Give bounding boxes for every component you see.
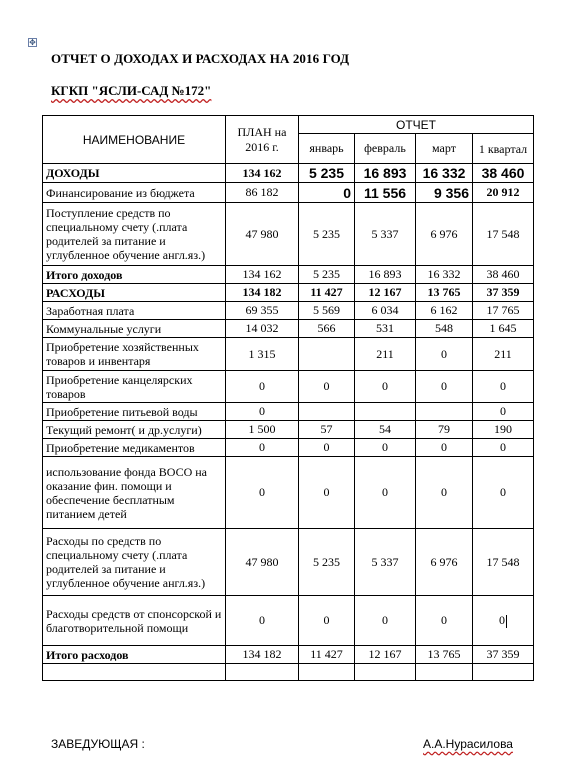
table-header-row — [43, 116, 534, 134]
row-name: ДОХОДЫ — [43, 164, 226, 183]
row-plan: 134 182 — [226, 284, 299, 302]
table-row — [43, 338, 534, 371]
row-jan — [299, 338, 355, 371]
table-row — [43, 596, 534, 646]
row-plan: 134 162 — [226, 266, 299, 284]
row-name: Коммунальные услуги — [43, 320, 226, 338]
row-jan — [299, 403, 355, 421]
row-jan: 11 427 — [299, 646, 355, 664]
row-name: Приобретение питьевой воды — [43, 403, 226, 421]
row-name: Итого расходов — [43, 646, 226, 664]
row-q1-cell[interactable] — [473, 596, 534, 646]
row-mar: 6 976 — [416, 203, 473, 266]
empty-cell[interactable] — [355, 664, 416, 681]
row-q1: 0 — [473, 457, 534, 529]
table-row — [43, 183, 534, 203]
row-feb: 16 893 — [355, 164, 416, 183]
row-mar — [416, 403, 473, 421]
row-name: Приобретение медикаментов — [43, 439, 226, 457]
header-month-jan: январь — [299, 134, 355, 164]
row-mar: 16 332 — [416, 164, 473, 183]
row-mar: 13 765 — [416, 646, 473, 664]
row-q1: 17 765 — [473, 302, 534, 320]
row-jan: 5 235 — [299, 203, 355, 266]
row-name: Финансирование из бюджета — [43, 183, 226, 203]
row-mar: 79 — [416, 421, 473, 439]
signatory-name: А.А.Нурасилова — [423, 737, 513, 751]
row-name: Заработная плата — [43, 302, 226, 320]
row-name: РАСХОДЫ — [43, 284, 226, 302]
report-table — [42, 115, 534, 681]
row-mar: 0 — [416, 338, 473, 371]
row-jan: 5 235 — [299, 529, 355, 596]
row-feb: 0 — [355, 457, 416, 529]
row-mar: 0 — [416, 439, 473, 457]
row-plan: 0 — [226, 439, 299, 457]
row-feb: 0 — [355, 439, 416, 457]
row-mar: 0 — [416, 596, 473, 646]
row-feb: 16 893 — [355, 266, 416, 284]
row-feb: 12 167 — [355, 284, 416, 302]
table-row — [43, 266, 534, 284]
table-row — [43, 439, 534, 457]
row-mar: 9 356 — [416, 183, 473, 203]
empty-table-row — [43, 664, 534, 681]
table-row — [43, 302, 534, 320]
row-q1: 211 — [473, 338, 534, 371]
row-q1: 190 — [473, 421, 534, 439]
row-plan: 1 500 — [226, 421, 299, 439]
row-feb: 0 — [355, 371, 416, 403]
row-name: Расходы средств от спонсорской и благотворительной помощи — [43, 596, 226, 646]
row-jan: 0 — [299, 183, 355, 203]
row-plan: 134 182 — [226, 646, 299, 664]
row-feb: 5 337 — [355, 529, 416, 596]
row-name: использование фонда ВОСО на оказание фин. помощи и обеспечение бесплатным питанием детей — [43, 457, 226, 529]
signatory-position: ЗАВЕДУЮЩАЯ : — [51, 737, 145, 751]
row-plan: 0 — [226, 371, 299, 403]
row-q1: 0 — [499, 613, 505, 627]
row-mar: 16 332 — [416, 266, 473, 284]
row-name: Текущий ремонт( и др.услуги) — [43, 421, 226, 439]
row-mar: 548 — [416, 320, 473, 338]
row-plan: 47 980 — [226, 529, 299, 596]
row-plan: 86 182 — [226, 183, 299, 203]
row-plan: 0 — [226, 596, 299, 646]
row-feb: 11 556 — [355, 183, 416, 203]
row-q1: 37 359 — [473, 646, 534, 664]
row-plan: 0 — [226, 457, 299, 529]
row-name: Расходы по средств по специальному счету (.плата родителей за питание и углубленное обучение англ.яз.) — [43, 529, 226, 596]
row-jan: 0 — [299, 439, 355, 457]
text-cursor — [506, 615, 507, 628]
row-q1: 1 645 — [473, 320, 534, 338]
header-month-feb: февраль — [355, 134, 416, 164]
row-name: Приобретение хозяйственных товаров и инвентаря — [43, 338, 226, 371]
row-feb: 211 — [355, 338, 416, 371]
row-plan: 0 — [226, 403, 299, 421]
table-row — [43, 421, 534, 439]
row-name: Поступление средств по специальному счету (.плата родителей за питание и углубленное обучение англ.яз.) — [43, 203, 226, 266]
row-mar: 0 — [416, 371, 473, 403]
header-quarter: 1 квартал — [473, 134, 534, 164]
table-row — [43, 284, 534, 302]
row-name: Итого доходов — [43, 266, 226, 284]
table-row — [43, 529, 534, 596]
row-feb: 531 — [355, 320, 416, 338]
empty-cell[interactable] — [416, 664, 473, 681]
row-jan: 0 — [299, 371, 355, 403]
row-jan: 0 — [299, 457, 355, 529]
empty-cell[interactable] — [43, 664, 226, 681]
row-plan: 69 355 — [226, 302, 299, 320]
row-feb: 5 337 — [355, 203, 416, 266]
table-row — [43, 403, 534, 421]
row-plan: 134 162 — [226, 164, 299, 183]
row-feb: 54 — [355, 421, 416, 439]
empty-cell[interactable] — [226, 664, 299, 681]
row-mar: 0 — [416, 457, 473, 529]
row-feb: 6 034 — [355, 302, 416, 320]
row-feb: 0 — [355, 596, 416, 646]
row-jan: 57 — [299, 421, 355, 439]
organization-name: КГКП "ЯСЛИ-САД №172" — [51, 83, 212, 98]
table-row — [43, 646, 534, 664]
row-jan: 5 235 — [299, 266, 355, 284]
header-month-mar: март — [416, 134, 473, 164]
header-report: ОТЧЕТ — [299, 116, 534, 134]
row-q1: 20 912 — [473, 183, 534, 203]
row-q1: 0 — [473, 371, 534, 403]
row-q1: 0 — [473, 439, 534, 457]
table-row — [43, 203, 534, 266]
table-move-handle-icon[interactable]: ✥ — [29, 38, 36, 47]
row-plan: 47 980 — [226, 203, 299, 266]
row-mar: 13 765 — [416, 284, 473, 302]
row-plan: 1 315 — [226, 338, 299, 371]
table-row — [43, 320, 534, 338]
row-q1: 38 460 — [473, 164, 534, 183]
empty-cell[interactable] — [473, 664, 534, 681]
header-plan: ПЛАН на 2016 г. — [226, 116, 299, 164]
row-feb: 12 167 — [355, 646, 416, 664]
row-jan: 11 427 — [299, 284, 355, 302]
table-row — [43, 371, 534, 403]
row-q1: 17 548 — [473, 529, 534, 596]
document-title: ОТЧЕТ О ДОХОДАХ И РАСХОДАХ НА 2016 ГОД — [51, 51, 350, 66]
row-q1: 38 460 — [473, 266, 534, 284]
row-jan: 5 235 — [299, 164, 355, 183]
row-jan: 0 — [299, 596, 355, 646]
row-mar: 6 976 — [416, 529, 473, 596]
row-name: Приобретение канцелярских товаров — [43, 371, 226, 403]
table-row — [43, 164, 534, 183]
row-plan: 14 032 — [226, 320, 299, 338]
row-q1: 0 — [473, 403, 534, 421]
table-row — [43, 457, 534, 529]
empty-cell[interactable] — [299, 664, 355, 681]
header-name: НАИМЕНОВАНИЕ — [43, 116, 226, 164]
row-jan: 5 569 — [299, 302, 355, 320]
row-mar: 6 162 — [416, 302, 473, 320]
row-feb — [355, 403, 416, 421]
row-jan: 566 — [299, 320, 355, 338]
row-q1: 17 548 — [473, 203, 534, 266]
row-q1: 37 359 — [473, 284, 534, 302]
